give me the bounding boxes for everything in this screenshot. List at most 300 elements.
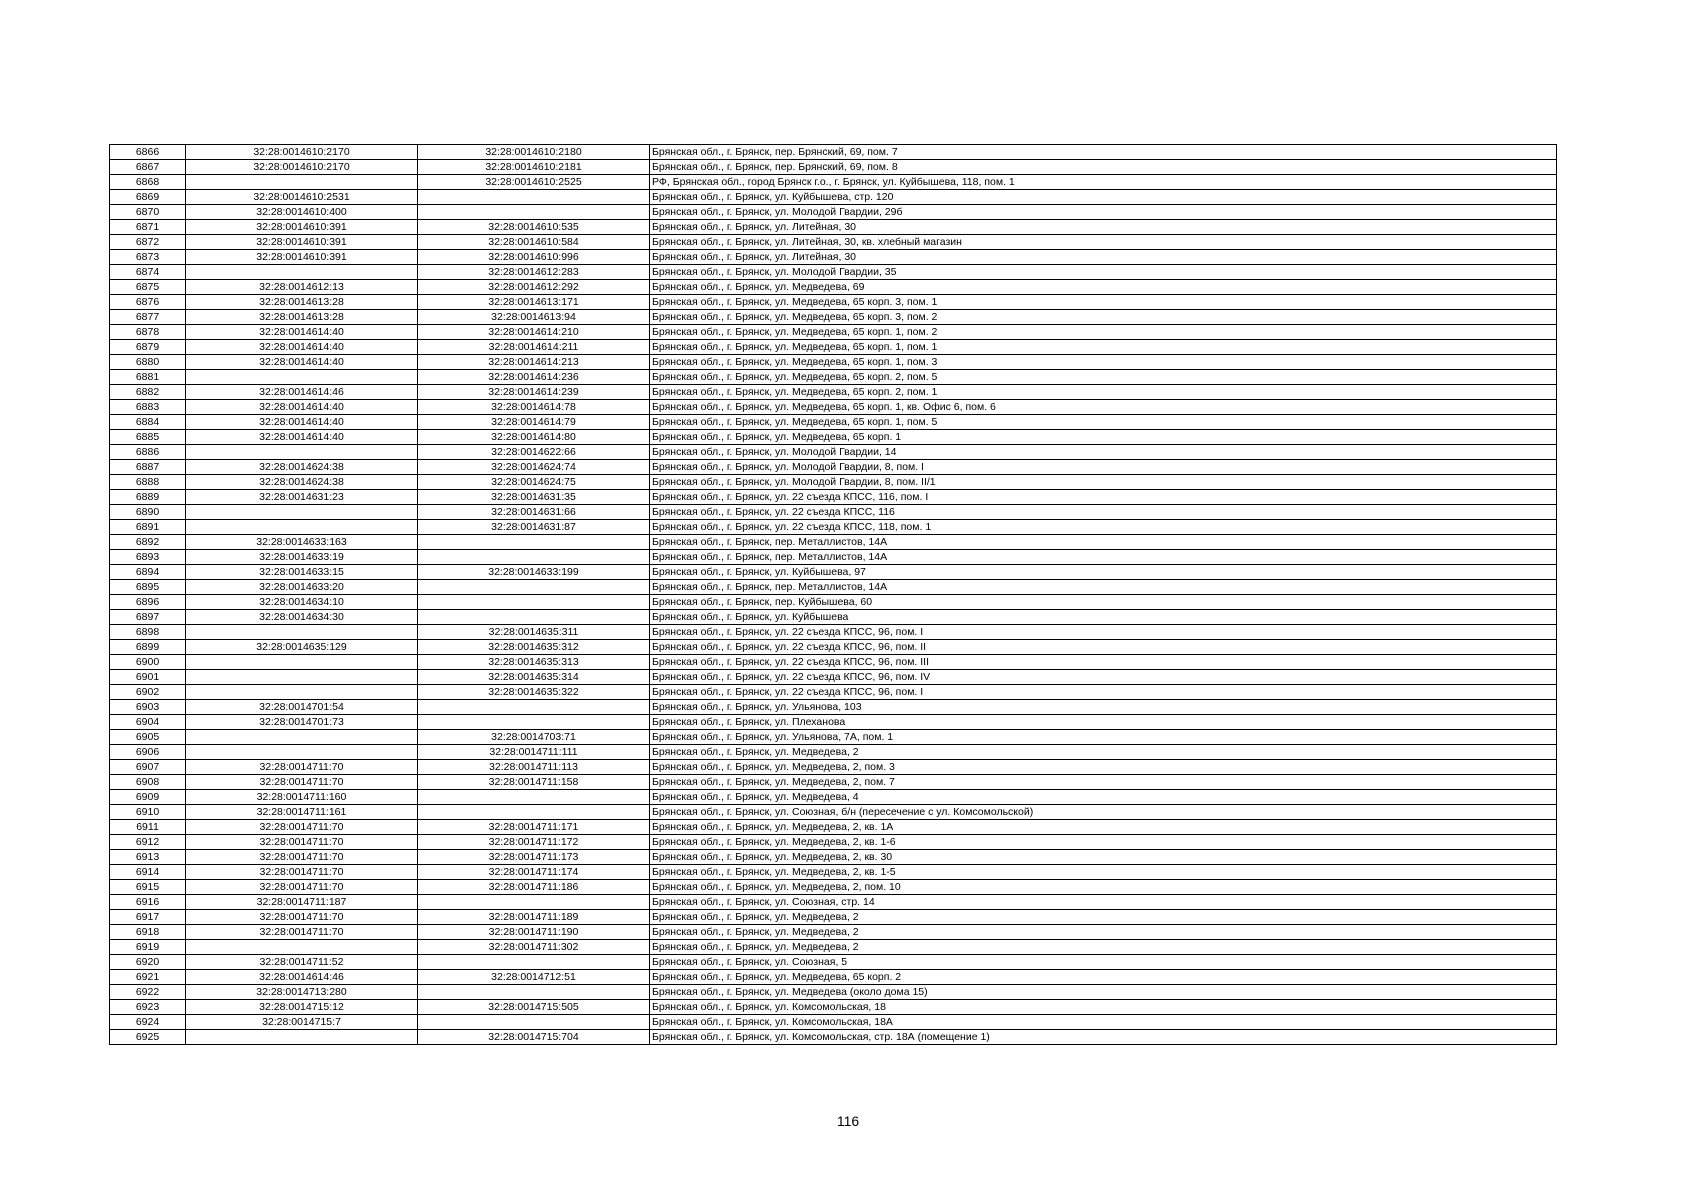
object-cadastral-number-cell xyxy=(418,205,650,220)
land-cadastral-number-cell: 32:28:0014610:2170 xyxy=(186,160,418,175)
address-cell: Брянская обл., г. Брянск, ул. Медведева (около дома 15) xyxy=(650,985,1557,1000)
table-row xyxy=(110,505,1557,520)
table-row xyxy=(110,955,1557,970)
land-cadastral-number-cell: 32:28:0014711:70 xyxy=(186,760,418,775)
address-cell: Брянская обл., г. Брянск, ул. Медведева, 65 корп. 1, кв. Офис 6, пом. 6 xyxy=(650,400,1557,415)
row-number-cell: 6910 xyxy=(110,805,186,820)
table-row xyxy=(110,475,1557,490)
row-number-cell: 6914 xyxy=(110,865,186,880)
land-cadastral-number-cell xyxy=(186,175,418,190)
table-row xyxy=(110,205,1557,220)
row-number-cell: 6891 xyxy=(110,520,186,535)
land-cadastral-number-cell xyxy=(186,370,418,385)
address-cell: Брянская обл., г. Брянск, ул. Медведева, 65 корп. 1, пом. 2 xyxy=(650,325,1557,340)
address-cell: Брянская обл., г. Брянск, ул. Медведева, 4 xyxy=(650,790,1557,805)
address-cell: Брянская обл., г. Брянск, ул. Медведева, 2, пом. 7 xyxy=(650,775,1557,790)
row-number-cell: 6900 xyxy=(110,655,186,670)
object-cadastral-number-cell xyxy=(418,580,650,595)
object-cadastral-number-cell: 32:28:0014711:158 xyxy=(418,775,650,790)
row-number-cell: 6895 xyxy=(110,580,186,595)
address-cell: Брянская обл., г. Брянск, ул. 22 съезда КПСС, 116 xyxy=(650,505,1557,520)
object-cadastral-number-cell: 32:28:0014613:171 xyxy=(418,295,650,310)
object-cadastral-number-cell: 32:28:0014612:292 xyxy=(418,280,650,295)
land-cadastral-number-cell: 32:28:0014614:40 xyxy=(186,430,418,445)
object-cadastral-number-cell xyxy=(418,985,650,1000)
land-cadastral-number-cell xyxy=(186,445,418,460)
object-cadastral-number-cell: 32:28:0014614:239 xyxy=(418,385,650,400)
row-number-cell: 6905 xyxy=(110,730,186,745)
table-row xyxy=(110,310,1557,325)
land-cadastral-number-cell: 32:28:0014631:23 xyxy=(186,490,418,505)
table-row xyxy=(110,565,1557,580)
address-cell: Брянская обл., г. Брянск, пер. Металлистов, 14А xyxy=(650,580,1557,595)
table-row xyxy=(110,460,1557,475)
land-cadastral-number-cell: 32:28:0014610:391 xyxy=(186,250,418,265)
address-cell: Брянская обл., г. Брянск, пер. Металлистов, 14А xyxy=(650,535,1557,550)
land-cadastral-number-cell xyxy=(186,685,418,700)
object-cadastral-number-cell: 32:28:0014631:35 xyxy=(418,490,650,505)
object-cadastral-number-cell: 32:28:0014711:173 xyxy=(418,850,650,865)
address-cell: Брянская обл., г. Брянск, ул. Комсомольская, 18 xyxy=(650,1000,1557,1015)
address-cell: Брянская обл., г. Брянск, ул. Комсомольская, стр. 18А (помещение 1) xyxy=(650,1030,1557,1045)
address-cell: Брянская обл., г. Брянск, ул. Молодой Гвардии, 29б xyxy=(650,205,1557,220)
address-cell: Брянская обл., г. Брянск, ул. Литейная, 30 xyxy=(650,220,1557,235)
land-cadastral-number-cell xyxy=(186,655,418,670)
land-cadastral-number-cell: 32:28:0014635:129 xyxy=(186,640,418,655)
row-number-cell: 6878 xyxy=(110,325,186,340)
land-cadastral-number-cell: 32:28:0014711:70 xyxy=(186,820,418,835)
table-row xyxy=(110,880,1557,895)
object-cadastral-number-cell: 32:28:0014622:66 xyxy=(418,445,650,460)
land-cadastral-number-cell xyxy=(186,520,418,535)
land-cadastral-number-cell: 32:28:0014624:38 xyxy=(186,475,418,490)
table-row xyxy=(110,1015,1557,1030)
object-cadastral-number-cell xyxy=(418,610,650,625)
land-cadastral-number-cell xyxy=(186,940,418,955)
table-row xyxy=(110,760,1557,775)
land-cadastral-number-cell: 32:28:0014715:12 xyxy=(186,1000,418,1015)
row-number-cell: 6907 xyxy=(110,760,186,775)
table-row xyxy=(110,610,1557,625)
row-number-cell: 6867 xyxy=(110,160,186,175)
land-cadastral-number-cell: 32:28:0014711:70 xyxy=(186,910,418,925)
land-cadastral-number-cell: 32:28:0014614:46 xyxy=(186,385,418,400)
table-row xyxy=(110,355,1557,370)
object-cadastral-number-cell: 32:28:0014614:236 xyxy=(418,370,650,385)
row-number-cell: 6912 xyxy=(110,835,186,850)
table-row xyxy=(110,190,1557,205)
land-cadastral-number-cell xyxy=(186,730,418,745)
row-number-cell: 6882 xyxy=(110,385,186,400)
object-cadastral-number-cell: 32:28:0014711:174 xyxy=(418,865,650,880)
row-number-cell: 6893 xyxy=(110,550,186,565)
land-cadastral-number-cell xyxy=(186,1030,418,1045)
row-number-cell: 6889 xyxy=(110,490,186,505)
land-cadastral-number-cell: 32:28:0014612:13 xyxy=(186,280,418,295)
table-row xyxy=(110,985,1557,1000)
land-cadastral-number-cell: 32:28:0014711:160 xyxy=(186,790,418,805)
object-cadastral-number-cell xyxy=(418,790,650,805)
land-cadastral-number-cell: 32:28:0014711:70 xyxy=(186,880,418,895)
land-cadastral-number-cell: 32:28:0014624:38 xyxy=(186,460,418,475)
row-number-cell: 6913 xyxy=(110,850,186,865)
row-number-cell: 6870 xyxy=(110,205,186,220)
land-cadastral-number-cell: 32:28:0014701:54 xyxy=(186,700,418,715)
address-cell: Брянская обл., г. Брянск, ул. Медведева, 2 xyxy=(650,910,1557,925)
object-cadastral-number-cell: 32:28:0014614:211 xyxy=(418,340,650,355)
table-row xyxy=(110,865,1557,880)
table-row xyxy=(110,625,1557,640)
address-cell: Брянская обл., г. Брянск, ул. Союзная, б/н (пересечение с ул. Комсомольской) xyxy=(650,805,1557,820)
registry-body xyxy=(110,145,1557,1045)
object-cadastral-number-cell: 32:28:0014711:171 xyxy=(418,820,650,835)
address-cell: Брянская обл., г. Брянск, ул. 22 съезда КПСС, 96, пом. I xyxy=(650,625,1557,640)
row-number-cell: 6897 xyxy=(110,610,186,625)
row-number-cell: 6892 xyxy=(110,535,186,550)
table-row xyxy=(110,685,1557,700)
object-cadastral-number-cell: 32:28:0014614:80 xyxy=(418,430,650,445)
land-cadastral-number-cell: 32:28:0014711:161 xyxy=(186,805,418,820)
row-number-cell: 6911 xyxy=(110,820,186,835)
object-cadastral-number-cell xyxy=(418,715,650,730)
row-number-cell: 6908 xyxy=(110,775,186,790)
table-row xyxy=(110,235,1557,250)
land-cadastral-number-cell: 32:28:0014711:70 xyxy=(186,850,418,865)
address-cell: Брянская обл., г. Брянск, ул. Ульянова, 7А, пом. 1 xyxy=(650,730,1557,745)
object-cadastral-number-cell: 32:28:0014703:71 xyxy=(418,730,650,745)
row-number-cell: 6922 xyxy=(110,985,186,1000)
object-cadastral-number-cell: 32:28:0014711:186 xyxy=(418,880,650,895)
address-cell: Брянская обл., г. Брянск, пер. Металлистов, 14А xyxy=(650,550,1557,565)
row-number-cell: 6875 xyxy=(110,280,186,295)
land-cadastral-number-cell: 32:28:0014633:15 xyxy=(186,565,418,580)
land-cadastral-number-cell: 32:28:0014610:391 xyxy=(186,235,418,250)
object-cadastral-number-cell: 32:28:0014614:213 xyxy=(418,355,650,370)
row-number-cell: 6921 xyxy=(110,970,186,985)
address-cell: Брянская обл., г. Брянск, ул. Молодой Гвардии, 8, пом. II/1 xyxy=(650,475,1557,490)
row-number-cell: 6902 xyxy=(110,685,186,700)
land-cadastral-number-cell: 32:28:0014610:2170 xyxy=(186,145,418,160)
address-cell: Брянская обл., г. Брянск, ул. Молодой Гвардии, 8, пом. I xyxy=(650,460,1557,475)
row-number-cell: 6876 xyxy=(110,295,186,310)
table-row xyxy=(110,970,1557,985)
table-row xyxy=(110,775,1557,790)
land-cadastral-number-cell: 32:28:0014711:70 xyxy=(186,865,418,880)
table-row xyxy=(110,655,1557,670)
address-cell: Брянская обл., г. Брянск, ул. Куйбышева, стр. 120 xyxy=(650,190,1557,205)
object-cadastral-number-cell: 32:28:0014635:322 xyxy=(418,685,650,700)
object-cadastral-number-cell xyxy=(418,550,650,565)
table-row xyxy=(110,490,1557,505)
row-number-cell: 6871 xyxy=(110,220,186,235)
address-cell: Брянская обл., г. Брянск, ул. Союзная, стр. 14 xyxy=(650,895,1557,910)
address-cell: Брянская обл., г. Брянск, ул. 22 съезда КПСС, 116, пом. I xyxy=(650,490,1557,505)
address-cell: Брянская обл., г. Брянск, ул. 22 съезда КПСС, 118, пом. 1 xyxy=(650,520,1557,535)
address-cell: Брянская обл., г. Брянск, ул. Медведева, 65 корп. 2, пом. 1 xyxy=(650,385,1557,400)
table-row xyxy=(110,910,1557,925)
object-cadastral-number-cell xyxy=(418,190,650,205)
address-cell: Брянская обл., г. Брянск, ул. Молодой Гвардии, 35 xyxy=(650,265,1557,280)
address-cell: Брянская обл., г. Брянск, ул. Медведева, 2 xyxy=(650,940,1557,955)
address-cell: Брянская обл., г. Брянск, ул. Медведева, 65 корп. 1, пом. 5 xyxy=(650,415,1557,430)
object-cadastral-number-cell: 32:28:0014635:314 xyxy=(418,670,650,685)
object-cadastral-number-cell: 32:28:0014711:189 xyxy=(418,910,650,925)
table-row xyxy=(110,1030,1557,1045)
land-cadastral-number-cell: 32:28:0014610:2531 xyxy=(186,190,418,205)
row-number-cell: 6924 xyxy=(110,1015,186,1030)
row-number-cell: 6874 xyxy=(110,265,186,280)
object-cadastral-number-cell: 32:28:0014711:172 xyxy=(418,835,650,850)
row-number-cell: 6885 xyxy=(110,430,186,445)
row-number-cell: 6879 xyxy=(110,340,186,355)
address-cell: Брянская обл., г. Брянск, ул. Медведева, 65 корп. 3, пом. 1 xyxy=(650,295,1557,310)
land-cadastral-number-cell: 32:28:0014613:28 xyxy=(186,310,418,325)
address-cell: Брянская обл., г. Брянск, пер. Куйбышева, 60 xyxy=(650,595,1557,610)
table-row xyxy=(110,520,1557,535)
object-cadastral-number-cell xyxy=(418,955,650,970)
land-cadastral-number-cell: 32:28:0014633:20 xyxy=(186,580,418,595)
table-row xyxy=(110,160,1557,175)
land-cadastral-number-cell: 32:28:0014614:40 xyxy=(186,400,418,415)
table-row xyxy=(110,805,1557,820)
land-cadastral-number-cell: 32:28:0014711:187 xyxy=(186,895,418,910)
address-cell: Брянская обл., г. Брянск, ул. 22 съезда КПСС, 96, пом. IV xyxy=(650,670,1557,685)
land-cadastral-number-cell: 32:28:0014713:280 xyxy=(186,985,418,1000)
row-number-cell: 6877 xyxy=(110,310,186,325)
row-number-cell: 6894 xyxy=(110,565,186,580)
row-number-cell: 6869 xyxy=(110,190,186,205)
row-number-cell: 6866 xyxy=(110,145,186,160)
object-cadastral-number-cell: 32:28:0014712:51 xyxy=(418,970,650,985)
row-number-cell: 6917 xyxy=(110,910,186,925)
land-cadastral-number-cell: 32:28:0014614:40 xyxy=(186,355,418,370)
object-cadastral-number-cell: 32:28:0014612:283 xyxy=(418,265,650,280)
row-number-cell: 6903 xyxy=(110,700,186,715)
address-cell: Брянская обл., г. Брянск, ул. Медведева, 69 xyxy=(650,280,1557,295)
address-cell: Брянская обл., г. Брянск, ул. Медведева, 2, пом. 3 xyxy=(650,760,1557,775)
address-cell: Брянская обл., г. Брянск, ул. Медведева, 2, кв. 1-5 xyxy=(650,865,1557,880)
table-row xyxy=(110,925,1557,940)
object-cadastral-number-cell: 32:28:0014631:87 xyxy=(418,520,650,535)
table-row xyxy=(110,175,1557,190)
address-cell: Брянская обл., г. Брянск, ул. Плеханова xyxy=(650,715,1557,730)
object-cadastral-number-cell xyxy=(418,595,650,610)
table-row xyxy=(110,640,1557,655)
row-number-cell: 6881 xyxy=(110,370,186,385)
row-number-cell: 6923 xyxy=(110,1000,186,1015)
address-cell: Брянская обл., г. Брянск, ул. Медведева, 2, кв. 30 xyxy=(650,850,1557,865)
address-cell: Брянская обл., г. Брянск, ул. Комсомольская, 18А xyxy=(650,1015,1557,1030)
object-cadastral-number-cell: 32:28:0014614:78 xyxy=(418,400,650,415)
row-number-cell: 6884 xyxy=(110,415,186,430)
land-cadastral-number-cell: 32:28:0014633:163 xyxy=(186,535,418,550)
row-number-cell: 6925 xyxy=(110,1030,186,1045)
object-cadastral-number-cell xyxy=(418,805,650,820)
object-cadastral-number-cell: 32:28:0014635:312 xyxy=(418,640,650,655)
land-cadastral-number-cell xyxy=(186,625,418,640)
row-number-cell: 6880 xyxy=(110,355,186,370)
object-cadastral-number-cell: 32:28:0014610:2181 xyxy=(418,160,650,175)
object-cadastral-number-cell: 32:28:0014711:302 xyxy=(418,940,650,955)
object-cadastral-number-cell: 32:28:0014715:704 xyxy=(418,1030,650,1045)
land-cadastral-number-cell xyxy=(186,670,418,685)
table-row xyxy=(110,595,1557,610)
object-cadastral-number-cell: 32:28:0014633:199 xyxy=(418,565,650,580)
row-number-cell: 6901 xyxy=(110,670,186,685)
row-number-cell: 6898 xyxy=(110,625,186,640)
address-cell: Брянская обл., г. Брянск, ул. Медведева, 2 xyxy=(650,925,1557,940)
object-cadastral-number-cell: 32:28:0014711:111 xyxy=(418,745,650,760)
table-row xyxy=(110,790,1557,805)
page-number: 116 xyxy=(836,1113,860,1129)
object-cadastral-number-cell: 32:28:0014610:2180 xyxy=(418,145,650,160)
address-cell: Брянская обл., г. Брянск, ул. Медведева, 65 корп. 1, пом. 1 xyxy=(650,340,1557,355)
object-cadastral-number-cell: 32:28:0014624:75 xyxy=(418,475,650,490)
table-row xyxy=(110,715,1557,730)
row-number-cell: 6909 xyxy=(110,790,186,805)
row-number-cell: 6904 xyxy=(110,715,186,730)
row-number-cell: 6918 xyxy=(110,925,186,940)
land-cadastral-number-cell: 32:28:0014711:52 xyxy=(186,955,418,970)
object-cadastral-number-cell xyxy=(418,700,650,715)
address-cell: Брянская обл., г. Брянск, ул. Медведева, 2 xyxy=(650,745,1557,760)
land-cadastral-number-cell: 32:28:0014715:7 xyxy=(186,1015,418,1030)
table-row xyxy=(110,250,1557,265)
table-row xyxy=(110,370,1557,385)
row-number-cell: 6896 xyxy=(110,595,186,610)
table-row xyxy=(110,280,1557,295)
address-cell: Брянская обл., г. Брянск, ул. Медведева, 2, пом. 10 xyxy=(650,880,1557,895)
table-row xyxy=(110,445,1557,460)
address-cell: Брянская обл., г. Брянск, ул. Медведева, 65 корп. 3, пом. 2 xyxy=(650,310,1557,325)
object-cadastral-number-cell: 32:28:0014610:584 xyxy=(418,235,650,250)
table-row xyxy=(110,535,1557,550)
registry-table xyxy=(109,144,1557,1045)
address-cell: Брянская обл., г. Брянск, ул. 22 съезда КПСС, 96, пом. II xyxy=(650,640,1557,655)
land-cadastral-number-cell: 32:28:0014614:40 xyxy=(186,340,418,355)
land-cadastral-number-cell: 32:28:0014634:30 xyxy=(186,610,418,625)
object-cadastral-number-cell: 32:28:0014614:79 xyxy=(418,415,650,430)
land-cadastral-number-cell: 32:28:0014614:40 xyxy=(186,325,418,340)
address-cell: Брянская обл., г. Брянск, ул. Медведева, 2, кв. 1А xyxy=(650,820,1557,835)
table-row xyxy=(110,430,1557,445)
land-cadastral-number-cell: 32:28:0014613:28 xyxy=(186,295,418,310)
row-number-cell: 6919 xyxy=(110,940,186,955)
object-cadastral-number-cell xyxy=(418,1015,650,1030)
table-row xyxy=(110,895,1557,910)
table-row xyxy=(110,745,1557,760)
address-cell: Брянская обл., г. Брянск, ул. Молодой Гвардии, 14 xyxy=(650,445,1557,460)
table-row xyxy=(110,700,1557,715)
row-number-cell: 6868 xyxy=(110,175,186,190)
address-cell: Брянская обл., г. Брянск, ул. Медведева, 65 корп. 1 xyxy=(650,430,1557,445)
table-row xyxy=(110,550,1557,565)
land-cadastral-number-cell: 32:28:0014614:46 xyxy=(186,970,418,985)
row-number-cell: 6920 xyxy=(110,955,186,970)
land-cadastral-number-cell: 32:28:0014610:400 xyxy=(186,205,418,220)
land-cadastral-number-cell: 32:28:0014711:70 xyxy=(186,775,418,790)
row-number-cell: 6906 xyxy=(110,745,186,760)
address-cell: Брянская обл., г. Брянск, ул. Медведева, 2, кв. 1-6 xyxy=(650,835,1557,850)
address-cell: Брянская обл., г. Брянск, ул. 22 съезда КПСС, 96, пом. I xyxy=(650,685,1557,700)
object-cadastral-number-cell: 32:28:0014631:66 xyxy=(418,505,650,520)
row-number-cell: 6886 xyxy=(110,445,186,460)
table-row xyxy=(110,220,1557,235)
row-number-cell: 6883 xyxy=(110,400,186,415)
table-row xyxy=(110,670,1557,685)
address-cell: Брянская обл., г. Брянск, ул. Медведева, 65 корп. 2, пом. 5 xyxy=(650,370,1557,385)
object-cadastral-number-cell: 32:28:0014610:535 xyxy=(418,220,650,235)
land-cadastral-number-cell xyxy=(186,745,418,760)
row-number-cell: 6887 xyxy=(110,460,186,475)
address-cell: РФ, Брянская обл., город Брянск г.о., г. Брянск, ул. Куйбышева, 118, пом. 1 xyxy=(650,175,1557,190)
table-row xyxy=(110,940,1557,955)
row-number-cell: 6916 xyxy=(110,895,186,910)
object-cadastral-number-cell: 32:28:0014614:210 xyxy=(418,325,650,340)
table-row xyxy=(110,340,1557,355)
table-row xyxy=(110,325,1557,340)
address-cell: Брянская обл., г. Брянск, ул. Медведева, 65 корп. 1, пом. 3 xyxy=(650,355,1557,370)
address-cell: Брянская обл., г. Брянск, ул. Литейная, 30 xyxy=(650,250,1557,265)
address-cell: Брянская обл., г. Брянск, ул. Куйбышева, 97 xyxy=(650,565,1557,580)
object-cadastral-number-cell: 32:28:0014613:94 xyxy=(418,310,650,325)
address-cell: Брянская обл., г. Брянск, ул. Ульянова, 103 xyxy=(650,700,1557,715)
object-cadastral-number-cell: 32:28:0014715:505 xyxy=(418,1000,650,1015)
table-row xyxy=(110,850,1557,865)
object-cadastral-number-cell: 32:28:0014635:311 xyxy=(418,625,650,640)
address-cell: Брянская обл., г. Брянск, ул. Литейная, 30, кв. хлебный магазин xyxy=(650,235,1557,250)
row-number-cell: 6873 xyxy=(110,250,186,265)
table-row xyxy=(110,295,1557,310)
row-number-cell: 6899 xyxy=(110,640,186,655)
object-cadastral-number-cell: 32:28:0014610:2525 xyxy=(418,175,650,190)
land-cadastral-number-cell: 32:28:0014610:391 xyxy=(186,220,418,235)
land-cadastral-number-cell: 32:28:0014614:40 xyxy=(186,415,418,430)
object-cadastral-number-cell: 32:28:0014711:113 xyxy=(418,760,650,775)
object-cadastral-number-cell: 32:28:0014610:996 xyxy=(418,250,650,265)
table-row xyxy=(110,400,1557,415)
row-number-cell: 6915 xyxy=(110,880,186,895)
address-cell: Брянская обл., г. Брянск, пер. Брянский, 69, пом. 7 xyxy=(650,145,1557,160)
address-cell: Брянская обл., г. Брянск, ул. Союзная, 5 xyxy=(650,955,1557,970)
table-row xyxy=(110,820,1557,835)
table-row xyxy=(110,1000,1557,1015)
table-row xyxy=(110,145,1557,160)
land-cadastral-number-cell xyxy=(186,265,418,280)
land-cadastral-number-cell xyxy=(186,505,418,520)
object-cadastral-number-cell: 32:28:0014711:190 xyxy=(418,925,650,940)
address-cell: Брянская обл., г. Брянск, ул. Куйбышева xyxy=(650,610,1557,625)
object-cadastral-number-cell: 32:28:0014624:74 xyxy=(418,460,650,475)
table-row xyxy=(110,580,1557,595)
address-cell: Брянская обл., г. Брянск, ул. 22 съезда КПСС, 96, пом. III xyxy=(650,655,1557,670)
object-cadastral-number-cell xyxy=(418,535,650,550)
address-cell: Брянская обл., г. Брянск, пер. Брянский, 69, пом. 8 xyxy=(650,160,1557,175)
object-cadastral-number-cell xyxy=(418,895,650,910)
table-row xyxy=(110,415,1557,430)
row-number-cell: 6872 xyxy=(110,235,186,250)
land-cadastral-number-cell: 32:28:0014711:70 xyxy=(186,925,418,940)
table-row xyxy=(110,730,1557,745)
land-cadastral-number-cell: 32:28:0014634:10 xyxy=(186,595,418,610)
land-cadastral-number-cell: 32:28:0014701:73 xyxy=(186,715,418,730)
land-cadastral-number-cell: 32:28:0014711:70 xyxy=(186,835,418,850)
object-cadastral-number-cell: 32:28:0014635:313 xyxy=(418,655,650,670)
table-row xyxy=(110,835,1557,850)
address-cell: Брянская обл., г. Брянск, ул. Медведева, 65 корп. 2 xyxy=(650,970,1557,985)
table-row xyxy=(110,265,1557,280)
table-row xyxy=(110,385,1557,400)
